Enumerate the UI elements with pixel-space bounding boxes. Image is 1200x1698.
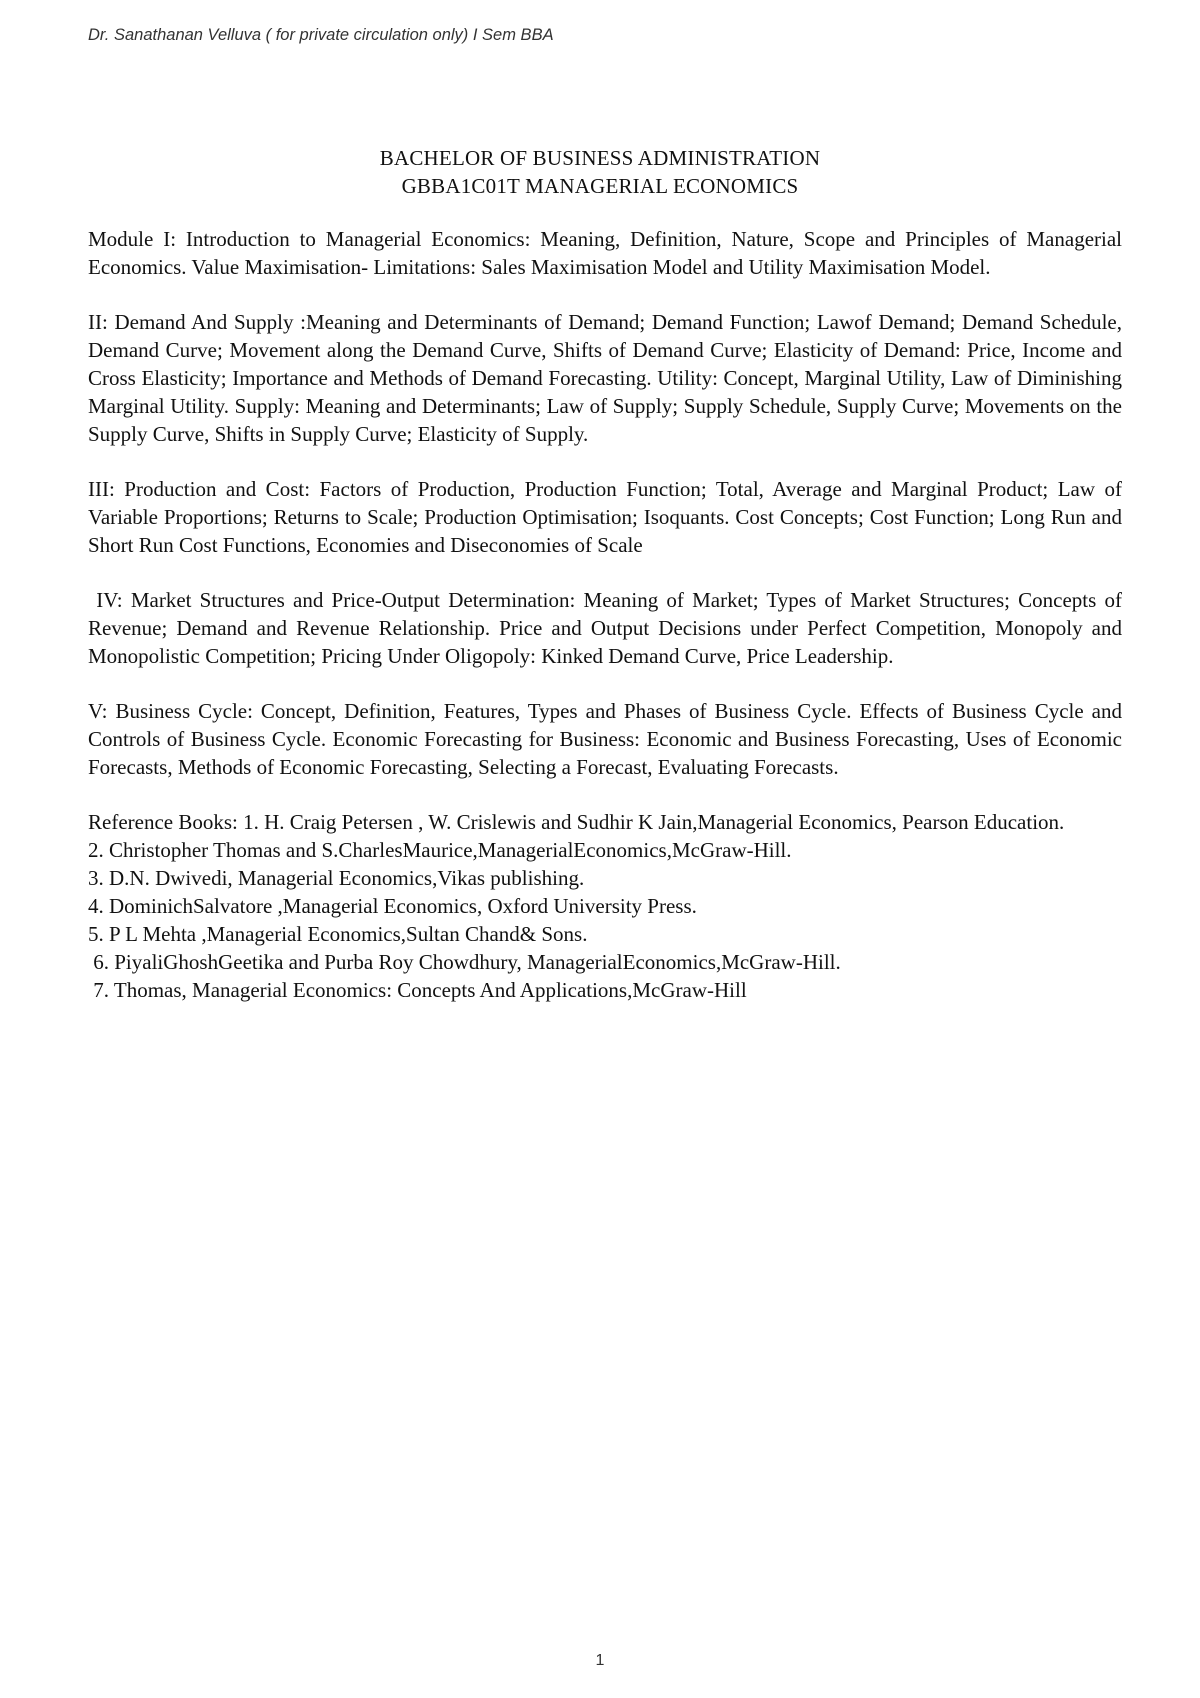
header-note: Dr. Sanathanan Velluva ( for private circulation only) I Sem BBA	[88, 26, 554, 44]
module-4-paragraph: IV: Market Structures and Price-Output Determination: Meaning of Market; Types of Market Structures; Concepts of Revenue; Demand and Revenue Relationship. Price and Output Decisions under Perfect Competition, Monopoly and Monopolistic Competition; Pricing Under Oligopoly: Kinked Demand Curve, Price Leadership.	[88, 588, 1128, 668]
reference-item-6: 6. PiyaliGhoshGeetika and Purba Roy Chowdhury, ManagerialEconomics,McGraw-Hill.	[88, 950, 841, 974]
reference-item-1: Reference Books: 1. H. Craig Petersen , W. Crislewis and Sudhir K Jain,Managerial Economics, Pearson Education.	[88, 810, 1065, 834]
reference-item-7: 7. Thomas, Managerial Economics: Concepts And Applications,McGraw-Hill	[88, 978, 747, 1002]
reference-item-2: 2. Christopher Thomas and S.CharlesMaurice,ManagerialEconomics,McGraw-Hill.	[88, 838, 792, 862]
page-number: 1	[595, 1652, 605, 1669]
module-2-paragraph: II: Demand And Supply :Meaning and Determinants of Demand; Demand Function; Lawof Demand; Demand Schedule, Demand Curve; Movement along the Demand Curve, Shifts of Demand Curve; Elasticity of Demand: Price, Income and Cross Elasticity; Importance and Methods of Demand Forecasting. Utility: Concept, Marginal Utility, Law of Diminishing Marginal Utility. Supply: Meaning and Determinants; Law of Supply; Supply Schedule, Supply Curve; Movements on the Supply Curve, Shifts in Supply Curve; Elasticity of Supply.	[88, 310, 1122, 446]
module-5-paragraph: V: Business Cycle: Concept, Definition, Features, Types and Phases of Business Cycle. Effects of Business Cycle and Controls of Business Cycle. Economic Forecasting for Business: Economic and Business Forecasting, Uses of Economic Forecasts, Methods of Economic Forecasting, Selecting a Forecast, Evaluating Forecasts.	[88, 699, 1122, 779]
module-3-paragraph: III: Production and Cost: Factors of Production, Production Function; Total, Average and Marginal Product; Law of Variable Proportions; Returns to Scale; Production Optimisation; Isoquants. Cost Concepts; Cost Function; Long Run and Short Run Cost Functions, Economies and Diseconomies of Scale	[88, 477, 1122, 557]
reference-item-4: 4. DominichSalvatore ,Managerial Economics, Oxford University Press.	[88, 894, 697, 918]
reference-item-3: 3. D.N. Dwivedi, Managerial Economics,Vikas publishing.	[88, 866, 585, 890]
document-titles	[0, 144, 1200, 200]
reference-books	[88, 808, 1122, 1004]
syllabus-content	[88, 225, 1128, 1004]
course-title: GBBA1C01T MANAGERIAL ECONOMICS	[401, 174, 799, 198]
program-title: BACHELOR OF BUSINESS ADMINISTRATION	[379, 146, 821, 170]
reference-item-5: 5. P L Mehta ,Managerial Economics,Sultan Chand& Sons.	[88, 922, 588, 946]
module-1-paragraph: Module I: Introduction to Managerial Economics: Meaning, Definition, Nature, Scope and Principles of Managerial Economics. Value Maximisation- Limitations: Sales Maximisation Model and Utility Maximisation Model.	[88, 227, 1122, 279]
